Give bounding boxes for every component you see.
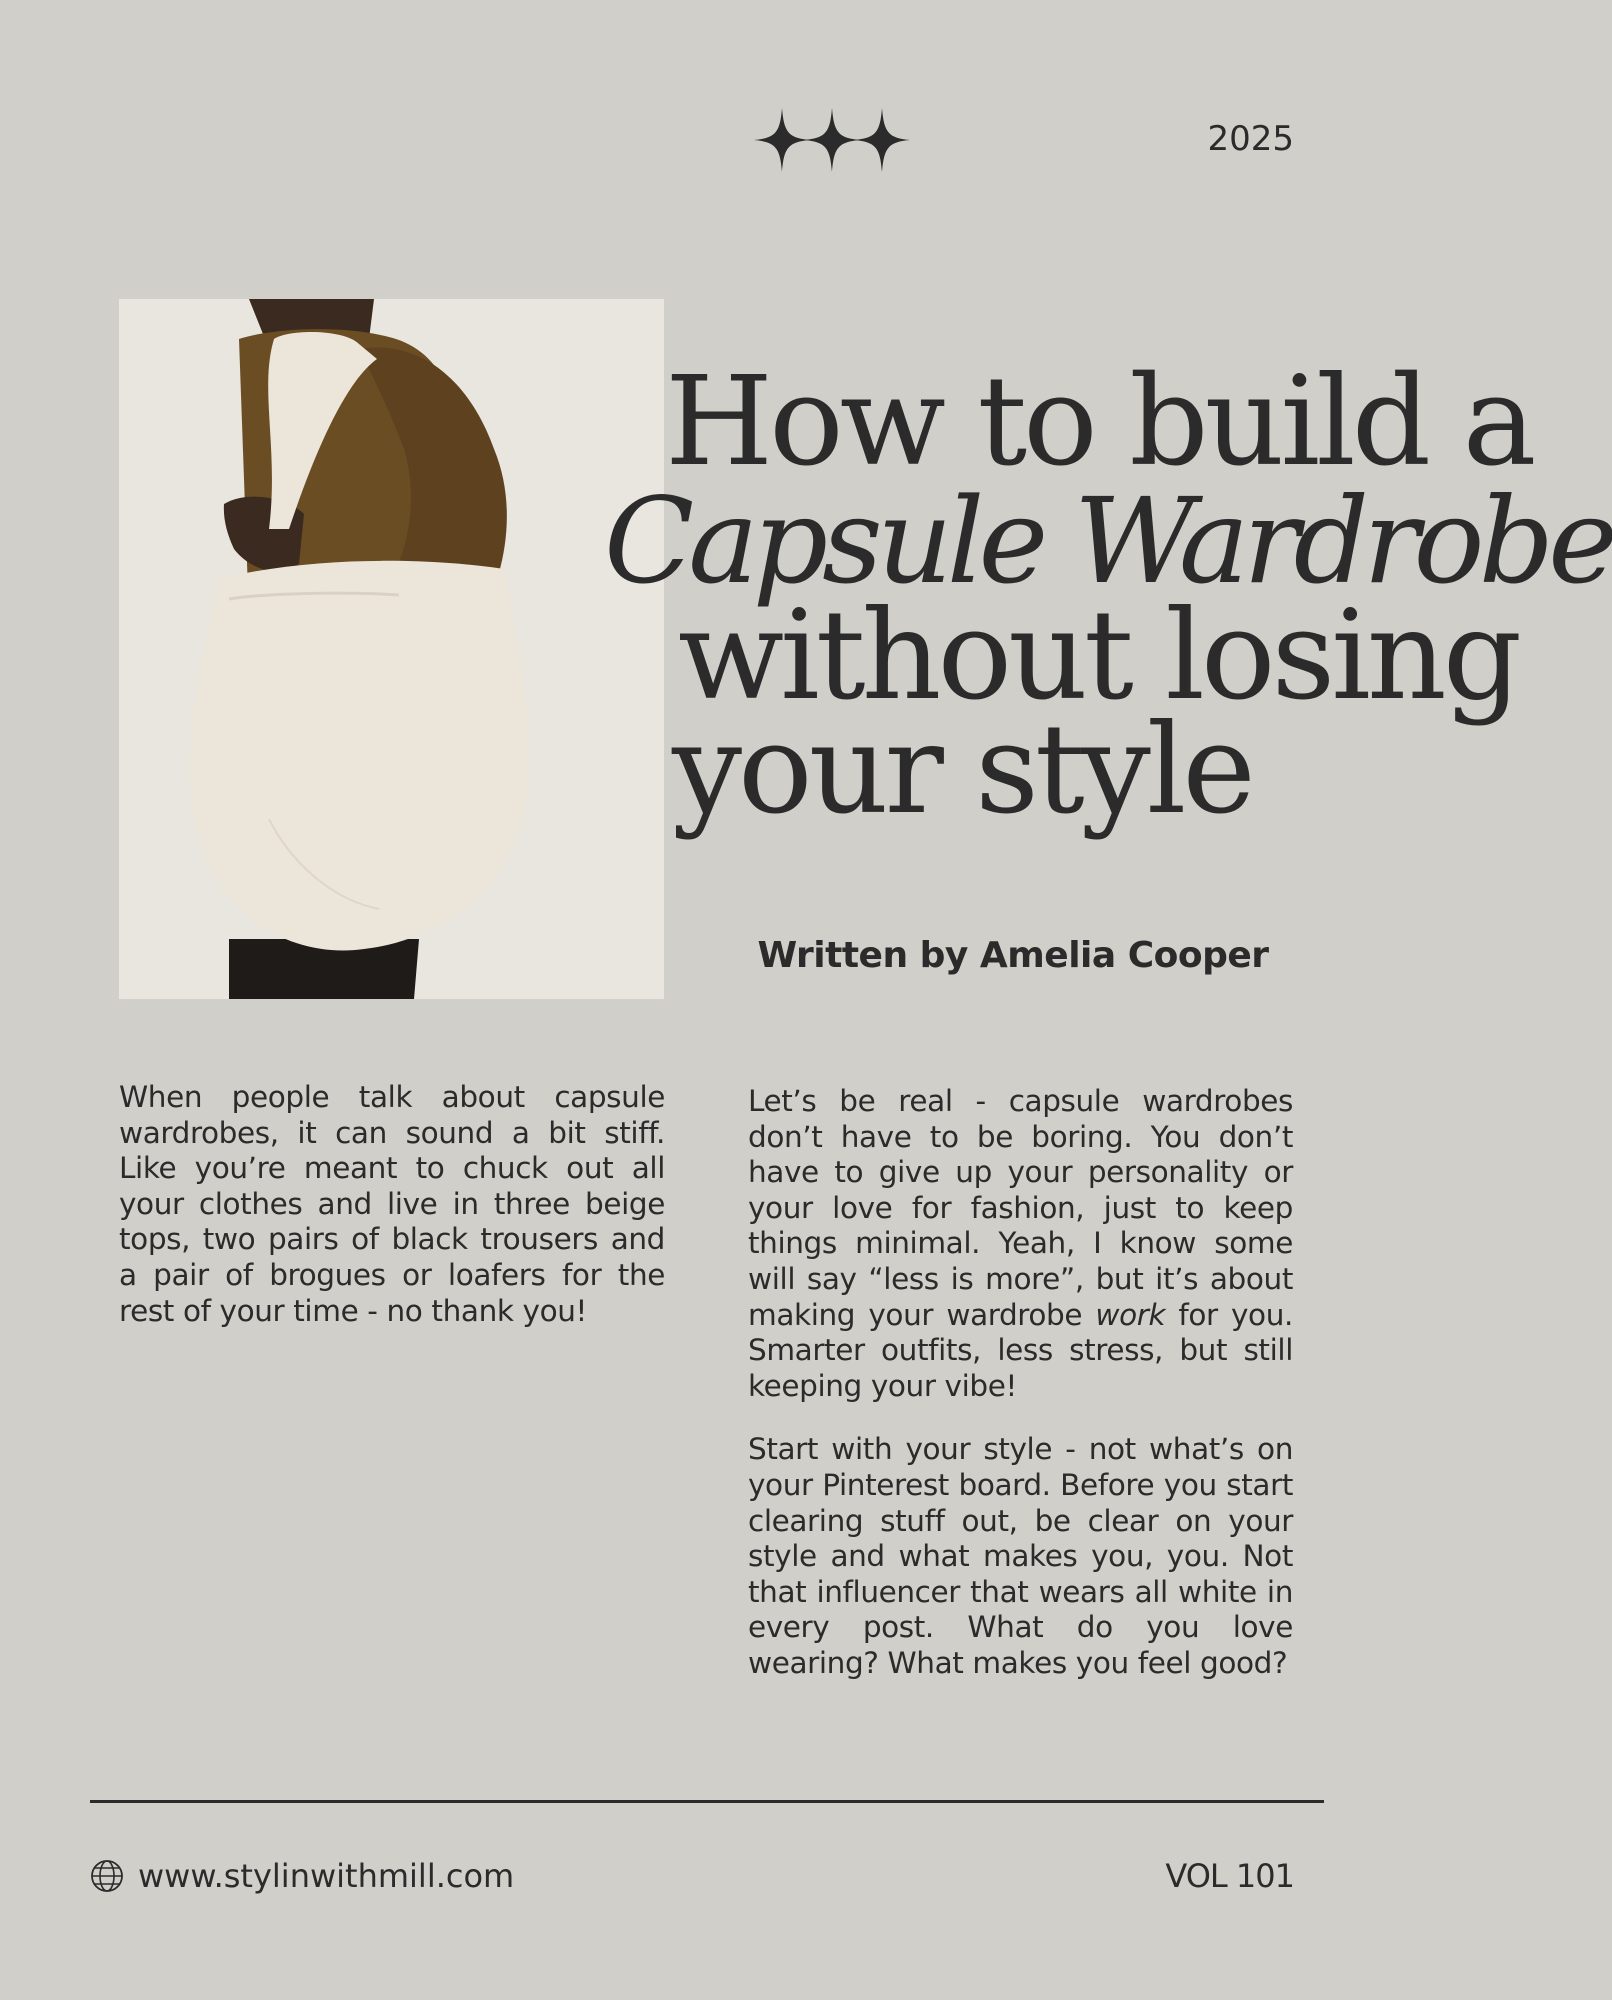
model-with-tote-bag-photo: [119, 299, 664, 999]
body-paragraph-1: [748, 1084, 1293, 1404]
body-paragraph-1-start: Let’s be real - capsule wardrobes don’t have to be boring. You don’t have to give up your personality or your love for fashion, just to keep things minimal. Yeah, I know some will say “less is more”, but it’s about making your wardrobe: [748, 1084, 1293, 1332]
headline-line-1: How to build a: [665, 350, 1533, 494]
headline: [600, 350, 1612, 842]
website-link[interactable]: www.stylinwithmill.com: [138, 1857, 515, 1895]
hero-photo: [119, 299, 664, 999]
headline-line-3: without losing: [678, 584, 1519, 728]
body-column-right: [748, 1084, 1293, 1710]
issue-year: 2025: [1207, 119, 1294, 159]
author-byline: Written by Amelia Cooper: [757, 935, 1269, 976]
globe-icon: [90, 1859, 124, 1893]
body-paragraph-2: Start with your style - not what’s on your Pinterest board. Before you start clearing stuff out, be clear on your style and what makes you, you. Not that influencer that wears all white in every post. What do you love wearing? What makes you feel good?: [748, 1432, 1293, 1680]
body-paragraph-1-end: for you. Smarter outfits, less stress, but still keeping your vibe!: [748, 1297, 1293, 1403]
three-sparkle-stars-icon: [750, 108, 914, 172]
headline-line-2-italic: Capsule Wardrobe: [604, 472, 1612, 610]
intro-paragraph: When people talk about capsule wardrobes, it can sound a bit stiff. Like you’re meant to chuck out all your clothes and live in three beige tops, two pairs of black trousers and a pair of brogues or loafers for the rest of your time - no thank you!: [119, 1080, 665, 1328]
volume-number: VOL 101: [1165, 1857, 1294, 1895]
emphasis-work: work: [1095, 1297, 1166, 1332]
footer-website[interactable]: [90, 1857, 514, 1895]
headline-line-4: your style: [672, 698, 1252, 842]
body-column-left: [119, 1080, 665, 1357]
footer-divider: [90, 1800, 1324, 1803]
